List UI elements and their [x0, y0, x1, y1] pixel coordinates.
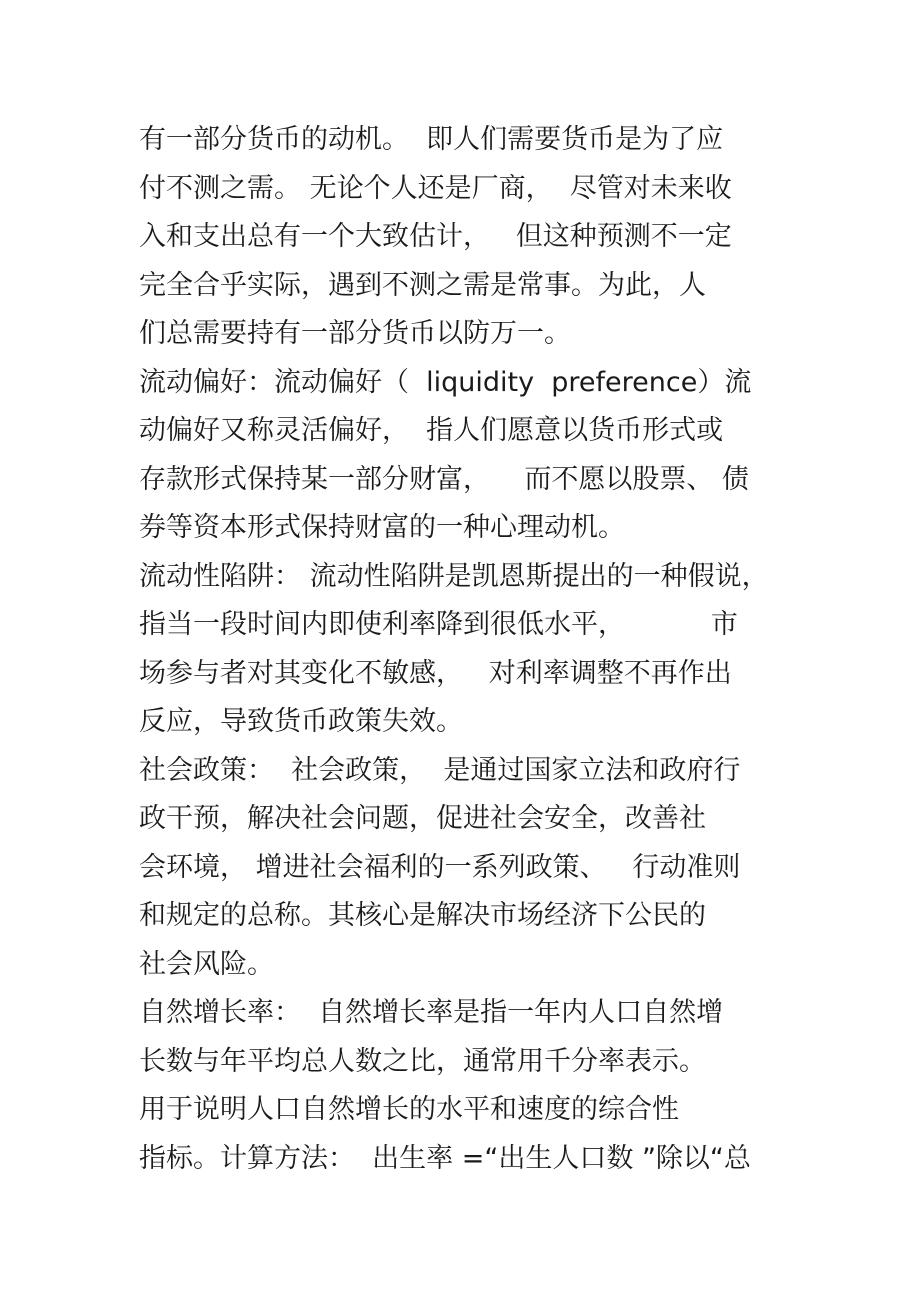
text-line-18: 社会风险。 [139, 949, 274, 980]
text-line-10: 流动性陷阱： 流动性陷阱是凯恩斯提出的一种假说， [139, 561, 769, 592]
text-line-1: 有一部分货币的动机。 即人们需要货币是为了应 [139, 124, 724, 155]
text-line-7: 动偏好又称灵活偏好， 指人们愿意以货币形式或 [139, 415, 724, 446]
text-line-6: 流动偏好：流动偏好（ liquidity preference）流 [139, 367, 752, 398]
text-line-13: 反应，导致货币政策失效。 [139, 706, 463, 737]
text-line-21: 用于说明人口自然增长的水平和速度的综合性 [139, 1094, 679, 1125]
text-line-19: 自然增长率： 自然增长率是指一年内人口自然增 [139, 997, 724, 1028]
text-line-12: 场参与者对其变化不敏感， 对利率调整不再作出 [139, 658, 732, 689]
text-line-8: 存款形式保持某一部分财富， 而不愿以股票、 债 [139, 464, 749, 495]
text-line-9: 券等资本形式保持财富的一种心理动机。 [139, 512, 625, 543]
text-line-20: 长数与年平均总人数之比，通常用千分率表示。 [139, 1046, 706, 1077]
text-line-16: 会环境， 增进社会福利的一系列政策、 行动准则 [139, 852, 741, 883]
text-line-14: 社会政策： 社会政策， 是通过国家立法和政府行 [139, 755, 741, 786]
text-line-3: 入和支出总有一个大致估计， 但这种预测不一定 [139, 221, 732, 252]
text-line-22: 指标。计算方法： 出生率 =“出生人口数 ”除以“总 [139, 1143, 751, 1174]
text-line-11: 指当一段时间内即使利率降到很低水平， 市 [139, 609, 738, 640]
text-line-17: 和规定的总称。其核心是解决市场经济下公民的 [139, 900, 706, 931]
text-line-5: 们总需要持有一部分货币以防万一。 [139, 318, 571, 349]
text-line-2: 付不测之需。 无论个人还是厂商， 尽管对未来收 [139, 173, 732, 204]
text-line-15: 政干预，解决社会问题，促进社会安全，改善社 [139, 803, 706, 834]
text-line-4: 完全合乎实际，遇到不测之需是常事。为此，人 [139, 270, 706, 301]
